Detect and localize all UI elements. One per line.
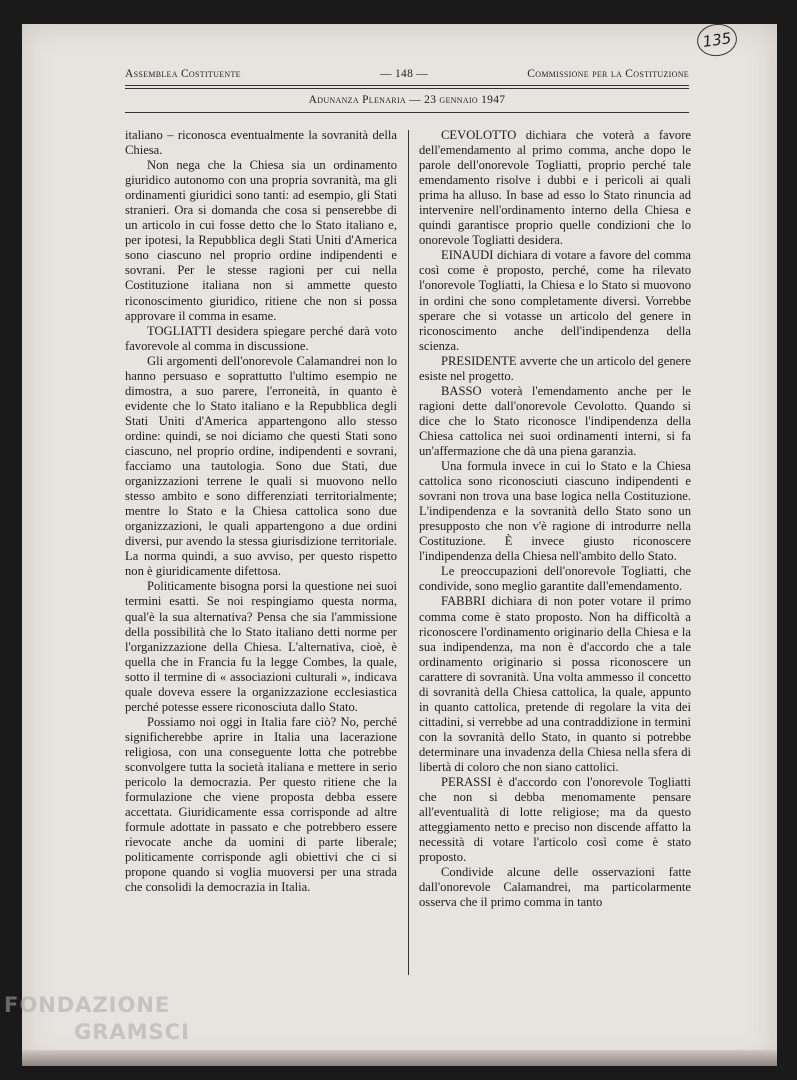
paragraph: Non nega che la Chiesa sia un ordinamento giuridico autonomo con una propria sovranità, ma gli ordinamenti giuridici sono tanti: ad esempio, gli Stati stranieri. Ora si domanda che cosa si penserebbe di un articolo in cui fosse detto che lo Stato italiano e, per ipotesi, la Repubblica degli Stati Uniti d'America sono ciascuno nel proprio ordine indipendenti e sovrani. Per le stesse ragioni per cui nella Costituzione italiana non si ammette questo riconoscimento giuridico, ritiene che non si possa approvare il comma in esame.	[125, 158, 397, 323]
watermark-line: FONDAZIONE	[4, 993, 171, 1017]
watermark-line: GRAMSCI	[74, 1020, 190, 1044]
paragraph: PERASSI è d'accordo con l'onorevole Togliatti che non si debba menomamente pensare all'eventualità di lotte religiose; ma da questo atteggiamento netto e preciso non discende affatto la necessità di votare l'articolo così come è stato proposto.	[419, 775, 691, 865]
paragraph: Possiamo noi oggi in Italia fare ciò? No, perché significherebbe aprire in Italia una lacerazione religiosa, con una conseguente lotta che potrebbe sconvolgere tutta la società italiana e mettere in serio pericolo la democrazia. Per questo ritiene che la formulazione che viene proposta debba essere accettata. Giuridicamente essa corrisponde ad altre formule adottate in passato e che potrebbero essere rievocate anche da uomini di parte liberale; politicamente corrisponde agli obiettivi che ci si propone quando si voglia muoversi per una strada che consolidi la democrazia in Italia.	[125, 714, 397, 895]
paragraph: Una formula invece in cui lo Stato e la Chiesa cattolica sono riconosciuti ciascuno indipendenti e sovrani non trova una base logica nella Costituzione. L'indipendenza e la sovranità dello Stato sono un presupposto che non v'è ragione di introdurre nella Costituzione. È invece giusto riconoscere l'indipendenza della Chiesa nell'ambito dello Stato.	[419, 459, 691, 564]
paragraph: PRESIDENTE avverte che un articolo del genere esiste nel progetto.	[419, 353, 691, 383]
header-rule	[125, 85, 689, 86]
watermark-logo	[4, 992, 190, 1046]
column-divider	[408, 130, 409, 975]
header-right: Commissione per la Costituzione	[527, 68, 689, 80]
paragraph: Condivide alcune delle osservazioni fatte dall'onorevole Calamandrei, ma particolarmente osserva che il primo comma in tanto	[419, 865, 691, 910]
paragraph: BASSO voterà l'emendamento anche per le ragioni dette dall'onorevole Cevolotto. Quando si dice che lo Stato riconosce l'indipendenza della Chiesa cattolica nei suoi ordinamenti interni, si fa un'affermazione che dà una piena garanzia.	[419, 383, 691, 458]
paragraph: EINAUDI dichiara di votare a favore del comma così come è proposto, perché, come ha rilevato l'onorevole Togliatti, la Chiesa e lo Stato si muovono in ordini che sono completamente diversi. Vorrebbe sperare che si votasse un articolo del genere in riconoscimento anche dell'indipendenza della scienza.	[419, 248, 691, 353]
paragraph: Politicamente bisogna porsi la questione nei suoi termini esatti. Se noi respingiamo questa norma, qual'è la sua alternativa? Pensa che sia l'ammissione della possibilità che lo Stato italiano detti norme per l'organizzazione della Chiesa. L'alternativa, cioè, è quella che in Francia fu la legge Combes, la quale, sotto il termine di « associazioni culturali », indicava quale doveva essere la organizzazione ecclesiastica perché potesse essere riconosciuta dallo Stato.	[125, 579, 397, 714]
right-column	[419, 128, 691, 910]
header-rule	[125, 88, 689, 89]
page-bottom-edge	[22, 1050, 777, 1066]
paragraph: TOGLIATTI desidera spiegare perché darà voto favorevole al comma in discussione.	[125, 323, 397, 353]
header-left: Assemblea Costituente	[125, 68, 241, 80]
left-column	[125, 128, 397, 895]
header-page-number: — 148 —	[380, 68, 429, 80]
session-title: Adunanza Plenaria — 23 gennaio 1947	[308, 94, 506, 106]
paragraph: Gli argomenti dell'onorevole Calamandrei non lo hanno persuaso e soprattutto l'ultimo esempio ne dimostra, a suo parere, l'erroneità, in quanto è evidente che lo Stato italiano e la Repubblica degli Stati Uniti d'America appartengono allo stesso ordine: quindi, se noi diciamo che questi Stati sono ciascuno, nel proprio ordine, indipendenti e sovrani, facciamo una tautologia. Sono due Stati, due organizzazioni terrene le quali si muovono nello stesso ambito e sono differenziati territorialmente; mentre lo Stato e la Chiesa cattolica sono due organizzazioni, le quali appartengono a due ordini diversi, pur avendo la stessa giurisdizione territoriale. La norma quindi, a suo avviso, per questo rispetto non è giuridicamente difettosa.	[125, 353, 397, 579]
paragraph: italiano – riconosca eventualmente la sovranità della Chiesa.	[125, 128, 397, 158]
paragraph: Le preoccupazioni dell'onorevole Togliatti, che condivide, sono meglio garantite dall'emendamento.	[419, 564, 691, 594]
subheader-rule	[125, 112, 689, 113]
paragraph: FABBRI dichiara di non poter votare il primo comma come è stato proposto. Non ha difficoltà a riconoscere l'ordinamento originario della Chiesa e la sua indipendenza, ma non è d'accordo che a tale ordinamento originario si possa riconoscere un carattere di sovranità. Una volta ammesso il concetto di sovranità della Chiesa cattolica, la quale, appunto in quanto cattolica, pretende di regolare la vita dei cittadini, si verrebbe ad una contraddizione in termini con la sovranità dello Stato, in quanto si potrebbe determinare una invadenza della Chiesa nella sfera di libertà di coloro che non siano cattolici.	[419, 594, 691, 774]
paragraph: CEVOLOTTO dichiara che voterà a favore dell'emendamento al primo comma, anche dopo le parole dell'onorevole Togliatti, proprio perché tale emendamento risolve i dubbi e i pericoli ai quali prima ha alluso. In base ad esso lo Stato rinuncia ad intervenire nell'ordinamento interno della Chiesa e quindi garantisce proprio quelle condizioni che lo onorevole Togliatti desidera.	[419, 128, 691, 248]
handwritten-page-number: 135	[695, 21, 739, 58]
